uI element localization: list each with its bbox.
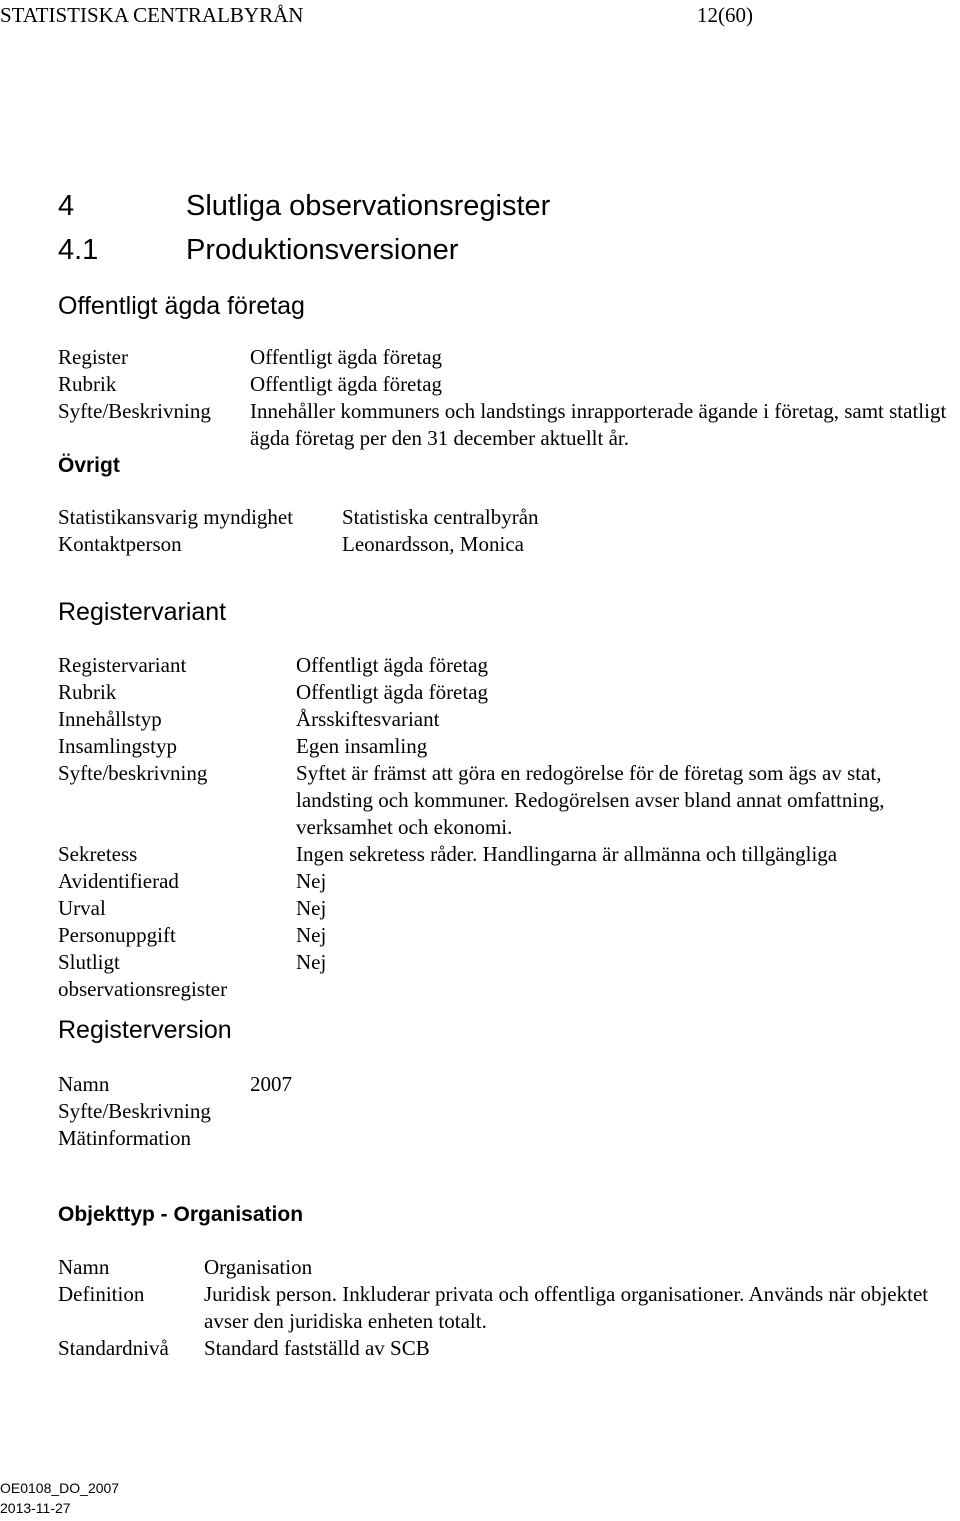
registervariant-heading: Registervariant (58, 598, 227, 626)
registervariant-row (58, 949, 958, 1003)
registervariant-table (58, 652, 958, 1003)
register-value: Offentligt ägda företag (250, 345, 443, 369)
contact-label: Kontaktperson (58, 532, 182, 556)
rv-value: Ingen sekretess råder. Handlingarna är allmänna och tillgängliga (296, 842, 838, 866)
rver-label: Syfte/Beskrivning (58, 1099, 211, 1123)
obj-label: Namn (58, 1255, 110, 1279)
registervariant-row (58, 679, 958, 706)
registerversion-heading: Registerversion (58, 1016, 232, 1044)
rv-label: Insamlingstyp (58, 734, 177, 758)
rv-value: Offentligt ägda företag (296, 680, 489, 704)
page-number: 12(60) (697, 3, 753, 27)
rv-label: Personuppgift (58, 923, 176, 947)
rv-value: Offentligt ägda företag (296, 653, 489, 677)
heading2-title: Produktionsversioner (186, 234, 459, 266)
rv-value: Årsskiftesvariant (296, 707, 440, 731)
objekttyp-row (58, 1281, 958, 1335)
rv-label: Sekretess (58, 842, 138, 866)
objekttyp-heading: Objekttyp - Organisation (58, 1203, 304, 1226)
rv-label: Urval (58, 896, 106, 920)
objekttyp-table (58, 1254, 958, 1362)
rv-label: Syfte/beskrivning (58, 761, 208, 785)
rv-value: Nej (296, 923, 327, 947)
authority-row (58, 531, 858, 558)
registerversion-table (58, 1071, 658, 1152)
registerversion-row (58, 1125, 658, 1152)
registervariant-row (58, 760, 958, 841)
rv-value: Egen insamling (296, 734, 428, 758)
authority-table (58, 504, 858, 558)
rver-value: 2007 (250, 1072, 292, 1096)
heading1-title: Slutliga observationsregister (186, 190, 551, 222)
rv-label: Slutligt observationsregister (58, 950, 228, 1001)
heading2-number: 4.1 (58, 234, 99, 266)
registerversion-row (58, 1098, 658, 1125)
rver-label: Mätinformation (58, 1126, 191, 1150)
register-info-row (58, 344, 960, 371)
obj-label: Standardnivå (58, 1336, 169, 1360)
registervariant-row (58, 706, 958, 733)
section-title: Offentligt ägda företag (58, 292, 305, 320)
authority-label: Statistikansvarig myndighet (58, 505, 294, 529)
register-info-row (58, 371, 960, 398)
contact-value: Leonardsson, Monica (342, 532, 524, 556)
rv-label: Registervariant (58, 653, 187, 677)
objekttyp-row (58, 1254, 958, 1281)
register-label: Register (58, 345, 128, 369)
footer-document-code: OE0108_DO_2007 (0, 1480, 120, 1496)
rver-value (250, 1098, 650, 1125)
register-info-row (58, 398, 960, 452)
rubrik-value: Offentligt ägda företag (250, 372, 443, 396)
registervariant-row (58, 733, 958, 760)
ovrigt-heading: Övrigt (58, 454, 120, 477)
objekttyp-row (58, 1335, 958, 1362)
rv-value: Syftet är främst att göra en redogörelse för de företag som ägs av stat, landsting och kommuner. Redogörelsen avser bland annat omfattning, verksamhet och ekonomi. (296, 761, 885, 839)
registervariant-row (58, 652, 958, 679)
registerversion-row (58, 1071, 658, 1098)
registervariant-row (58, 868, 958, 895)
authority-row (58, 504, 858, 531)
rv-label: Avidentifierad (58, 869, 179, 893)
footer-date: 2013-11-27 (0, 1500, 71, 1516)
obj-value: Organisation (204, 1255, 313, 1279)
rv-value: Nej (296, 950, 327, 974)
rv-value: Nej (296, 869, 327, 893)
syfte-label: Syfte/Beskrivning (58, 399, 211, 423)
rver-value (250, 1125, 650, 1152)
rv-value: Nej (296, 896, 327, 920)
obj-label: Definition (58, 1282, 145, 1306)
rver-label: Namn (58, 1072, 110, 1096)
syfte-value: Innehåller kommuners och landstings inrapporterade ägande i företag, samt statligt ägda företag per den 31 december aktuellt år. (250, 399, 947, 450)
heading1-number: 4 (58, 190, 75, 222)
rv-label: Rubrik (58, 680, 117, 704)
document-header-title: STATISTISKA CENTRALBYRÅN (0, 3, 304, 27)
obj-value: Standard fastställd av SCB (204, 1336, 430, 1360)
rubrik-label: Rubrik (58, 372, 117, 396)
rv-label: Innehållstyp (58, 707, 162, 731)
obj-value: Juridisk person. Inkluderar privata och offentliga organisationer. Används när objektet avser den juridiska enheten totalt. (204, 1282, 929, 1333)
registervariant-row (58, 895, 958, 922)
registervariant-row (58, 922, 958, 949)
registervariant-row (58, 841, 958, 868)
authority-value: Statistiska centralbyrån (342, 505, 539, 529)
register-info-table (58, 344, 960, 452)
